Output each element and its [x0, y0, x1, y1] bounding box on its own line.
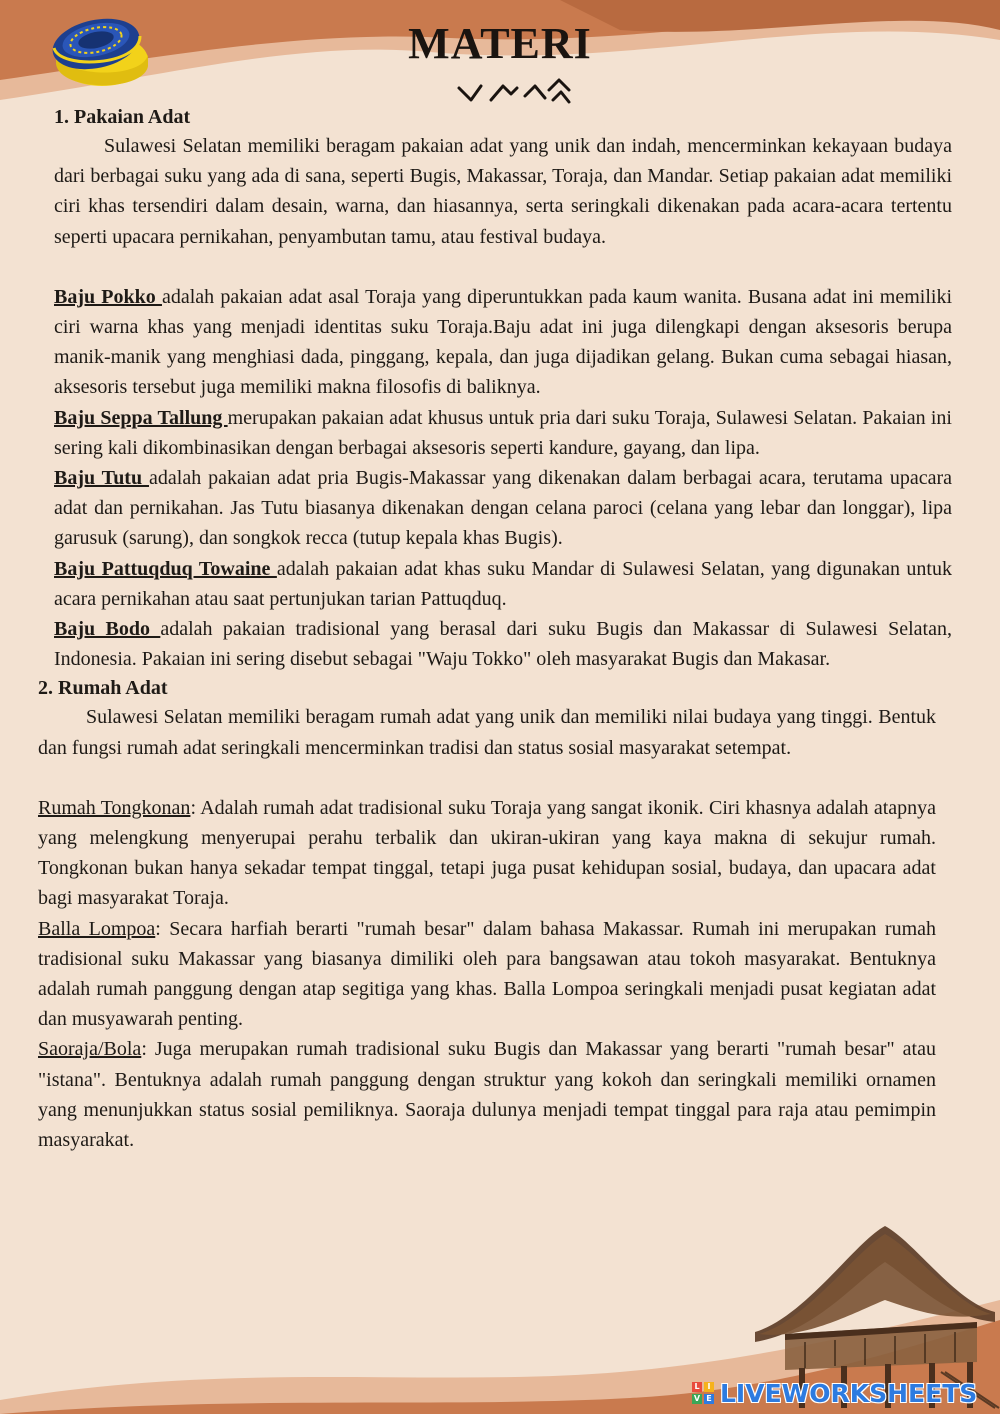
term-description: adalah pakaian tradisional yang berasal dari suku Bugis dan Makassar di Sulawesi Selatan, Indonesia. Pakaian ini sering disebut sebagai "Waju Tokko" oleh masyarakat Bugis dan Makasar. [54, 618, 952, 671]
section-intro: Sulawesi Selatan memiliki beragam pakaian adat yang unik dan indah, mencerminkan kekayaan budaya dari berbagai suku yang ada di sana, seperti Bugis, Makassar, Toraja, dan Mandar. Setiap pakaian adat memiliki ciri khas tersendiri dalam desain, warna, dan hiasannya, serta seringkali dikenakan pada acara-acara tertentu seperti upacara pernikahan, penyambutan tamu, atau festival budaya. [54, 135, 952, 248]
logo-letter: V [693, 1394, 701, 1403]
term-label: Baju Tutu [54, 467, 150, 490]
term-label: Baju Seppa Tallung [54, 406, 228, 429]
liveworksheets-logo-icon [692, 1382, 714, 1404]
section-rumah-adat [0, 674, 1000, 1155]
section-heading: 2. Rumah Adat [38, 677, 168, 700]
definition-item [54, 554, 952, 614]
logo-letter: I [704, 1382, 714, 1392]
watermark-text: LIVEWORKSHEETS [720, 1378, 978, 1408]
term-label: Saoraja/Bola [38, 1038, 142, 1061]
section-intro: Sulawesi Selatan memiliki beragam rumah adat yang unik dan memiliki nilai budaya yang tinggi. Bentuk dan fungsi rumah adat seringkali mencerminkan tradisi dan status sosial masyarakat setempat. [38, 706, 936, 759]
term-description: : Secara harfiah berarti "rumah besar" dalam bahasa Makassar. Rumah ini merupakan rumah tradisional suku Makassar yang biasanya dimiliki oleh para bangsawan atau tokoh masyarakat. Bentuknya adalah rumah panggung dengan atap segitiga yang khas. Balla Lompoa seringkali menjadi pusat kegiatan adat dan musyawarah penting. [38, 917, 937, 1031]
section-pakaian-adat [0, 103, 1000, 674]
logo-letter: L [692, 1382, 702, 1392]
term-label: Rumah Tongkonan [38, 796, 191, 819]
section-heading: 1. Pakaian Adat [54, 106, 191, 128]
definition-item [54, 614, 952, 674]
term-description: adalah pakaian adat khas suku Mandar di Sulawesi Selatan, yang digunakan untuk acara pernikahan atau saat pertunjukan tarian Pattuqduq. [54, 557, 952, 610]
document-body [0, 103, 1000, 1155]
definition-item [54, 463, 952, 554]
term-description: : Adalah rumah adat tradisional suku Toraja yang sangat ikonik. Ciri khasnya adalah atapnya yang melengkung menyerupai perahu terbalik dan ukiran-ukiran yang kaya makna di sekujur rumah. Tongkonan bukan hanya sekadar tempat tinggal, tetapi juga pusat kehidupan sosial, budaya, dan upacara adat bagi masyarakat Toraja. [38, 796, 937, 910]
definition-item [54, 282, 952, 403]
liveworksheets-watermark [692, 1376, 977, 1410]
term-label: Baju Bodo [54, 618, 161, 641]
definition-item [38, 914, 936, 1035]
term-label: Baju Pokko [54, 285, 162, 308]
definition-item [54, 403, 952, 463]
term-description: : Juga merupakan rumah tradisional suku Bugis dan Makassar yang berarti "rumah besar" atau "istana". Bentuknya adalah rumah panggung dengan struktur yang kokoh dan seringkali memiliki ornamen yang menunjukkan status sosial pemiliknya. Saoraja dulunya menjadi tempat tinggal para raja atau pemimpin masyarakat. [38, 1038, 936, 1152]
term-label: Balla Lompoa [38, 917, 156, 940]
logo-letter: E [704, 1394, 714, 1404]
lontara-script-icon [455, 76, 575, 106]
definition-item [38, 793, 936, 914]
term-description: adalah pakaian adat pria Bugis-Makassar yang dikenakan dalam berbagai acara, terutama upacara adat dan pernikahan. Jas Tutu biasanya dikenakan dengan celana paroci (celana yang lebar dan longgar), lipa garusuk (sarung), dan songkok recca (tutup kepala khas Bugis). [54, 467, 952, 550]
term-description: merupakan pakaian adat khusus untuk pria dari suku Toraja, Sulawesi Selatan. Pakaian ini sering kali dikombinasikan dengan berbagai aksesoris seperti kandure, gayang, dan lipa. [54, 406, 952, 459]
page-title: MATERI [408, 19, 592, 68]
term-label: Baju Pattuqduq Towaine [54, 557, 277, 580]
term-description: adalah pakaian adat asal Toraja yang diperuntukkan pada kaum wanita. Busana adat ini memiliki ciri warna khas yang menjadi identitas suku Toraja.Baju adat ini juga dilengkapi dengan aksesoris berupa manik-manik yang menghiasi dada, pinggang, kepala, dan juga dijadikan gelang. Bukan cuma sebagai hiasan, aksesoris tersebut juga memiliki makna filosofis di baliknya. [54, 285, 952, 399]
definition-item [38, 1034, 936, 1155]
